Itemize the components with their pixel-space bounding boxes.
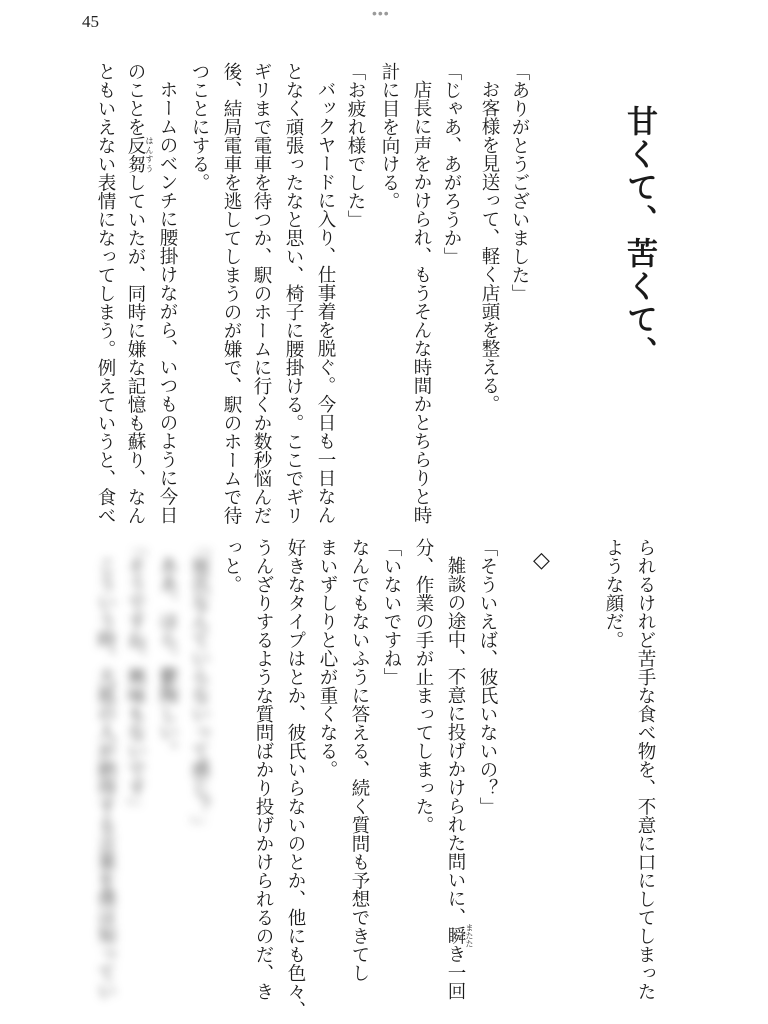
text-line: 計に目を向ける。	[379, 62, 400, 210]
text-line: ギリまで電車を待つか、駅のホームに行くか数秒悩んだ	[251, 62, 272, 525]
menu-dots-icon[interactable]: •••	[372, 5, 390, 21]
blurred-text-line: 「そうですね、興味もないです」	[125, 538, 146, 816]
text-line: つことにする。	[189, 62, 210, 192]
blurred-text-line: ああ、ほら、鬱陶しい。	[157, 556, 178, 760]
ruby-annotation: 瞬 またた	[445, 923, 474, 948]
ruby-reading: またた	[465, 923, 474, 948]
text-line: ような顔だ。	[603, 538, 624, 649]
text-line: 雑談の途中、不意に投げかけられた問いに、瞬 またたき一回	[445, 556, 474, 1000]
text-line: 「いないですね」	[381, 538, 402, 686]
text-line: なんでもないふうに答える、続く質問も予想できてし	[349, 538, 370, 982]
text-line: うんざりするような質問ばかり投げかけられるのだ、き	[253, 538, 274, 1001]
text-line: っと。	[221, 538, 242, 594]
text-line: まいずしりと心が重くなる。	[317, 538, 338, 779]
text-line: 好きなタイプはとか、彼氏いらないのとか、他にも色々、	[285, 538, 306, 1019]
ruby-annotation: 反芻 はんすう	[125, 136, 154, 173]
text-line: 「じゃあ、あがろうか」	[441, 62, 462, 266]
text-line: ホームのベンチに腰掛けながら、いつものように今日	[157, 80, 178, 524]
text-line: 「ありがとうございました」	[509, 62, 530, 303]
text-line: 「そういえば、彼氏いないの？」	[477, 538, 498, 816]
text-line: となく頑張ったなと思い、椅子に腰掛ける。ここでギリ	[283, 62, 304, 525]
blurred-text-line: 「彼氏なんていらないって感じ？」	[189, 538, 210, 834]
text-line: 「お疲れ様でした」	[345, 62, 366, 229]
text-line: お客様を見送って、軽く店頭を整える。	[479, 80, 500, 413]
text-line: のことを反芻 はんすうしていたが、同時に嫌な記憶も蘇り、なん	[125, 62, 154, 525]
ruby-reading: はんすう	[145, 136, 154, 173]
blurred-text-line: こういう時、大抵の人が納得する言葉を僕は知ってい	[95, 556, 116, 1000]
text-line: 後、結局電車を逃してしまうのが嫌で、駅のホームで待	[221, 62, 242, 525]
text-line: られるけれど苦手な食べ物を、不意に口にしてしまった	[635, 538, 656, 1001]
text-line: ともいえない表情になってしまう。例えていうと、食べ	[95, 62, 116, 525]
page-number: 45	[82, 12, 99, 31]
section-break-diamond-icon: ◇	[533, 548, 550, 573]
text-line: 分、作業の手が止まってしまった。	[413, 538, 434, 834]
text-line: 店長に声をかけられ、もうそんな時間かとちらりと時	[411, 80, 432, 524]
chapter-title: 甘くて、苦くて、	[621, 105, 657, 369]
text-line: バックヤードに入り、仕事着を脱ぐ。今日も一日なん	[315, 80, 336, 524]
